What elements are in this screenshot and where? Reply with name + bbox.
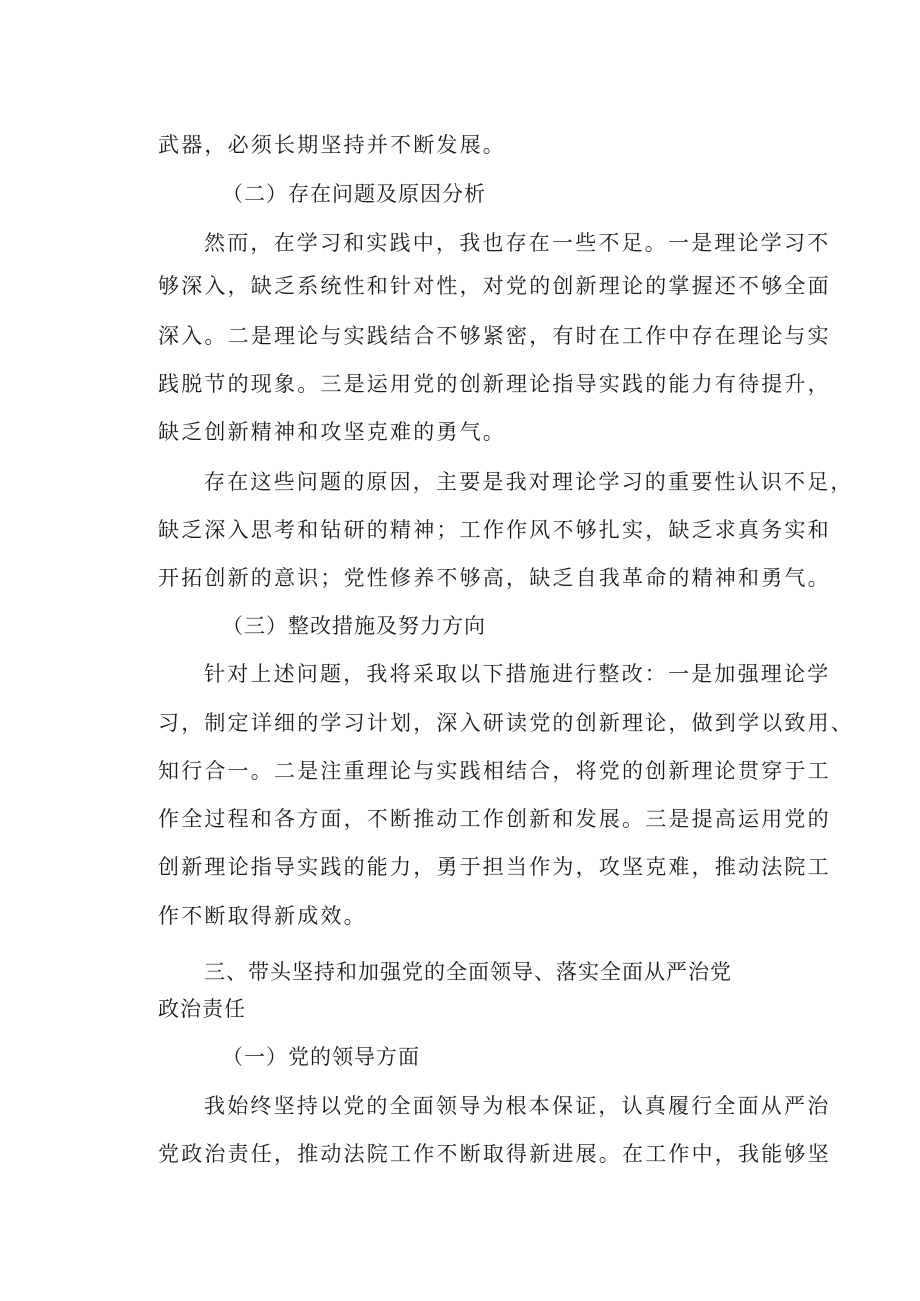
paragraph-line: 缺乏创新精神和攻坚克难的勇气。 xyxy=(158,420,506,444)
paragraph-line: 创新理论指导实践的能力，勇于担当作为，攻坚克难，推动法院工 xyxy=(158,855,831,879)
section-heading: （一）党的领导方面 xyxy=(222,1045,420,1069)
chapter-heading-continued: 政治责任 xyxy=(158,997,246,1021)
paragraph-line: 党政治责任，推动法院工作不断取得新进展。在工作中，我能够坚 xyxy=(158,1142,831,1166)
paragraph-line: 习，制定详细的学习计划，深入研读党的创新理论，做到学以致用、 xyxy=(158,711,854,735)
chapter-heading: 三、带头坚持和加强党的全面领导、落实全面从严治党 xyxy=(204,960,732,984)
paragraph-line: 够深入，缺乏系统性和针对性，对党的创新理论的掌握还不够全面 xyxy=(158,274,831,298)
paragraph-line: 武器，必须长期坚持并不断发展。 xyxy=(158,133,506,157)
paragraph-line: 作不断取得新成效。 xyxy=(158,904,367,928)
paragraph-line: 缺乏深入思考和钻研的精神；工作作风不够扎实，缺乏求真务实和 xyxy=(158,518,831,542)
paragraph-line: 践脱节的现象。三是运用党的创新理论指导实践的能力有待提升， xyxy=(158,372,831,396)
paragraph-line: 我始终坚持以党的全面领导为根本保证，认真履行全面从严治 xyxy=(204,1094,831,1118)
paragraph-line: 深入。二是理论与实践结合不够紧密，有时在工作中存在理论与实 xyxy=(158,324,831,348)
section-heading: （三）整改措施及努力方向 xyxy=(222,614,486,638)
paragraph-line: 开拓创新的意识；党性修养不够高，缺乏自我革命的精神和勇气。 xyxy=(158,566,831,590)
paragraph-line: 然而，在学习和实践中，我也存在一些不足。一是理论学习不 xyxy=(204,231,831,255)
paragraph-line: 作全过程和各方面，不断推动工作创新和发展。三是提高运用党的 xyxy=(158,807,831,831)
paragraph-line: 知行合一。二是注重理论与实践相结合，将党的创新理论贯穿于工 xyxy=(158,759,831,783)
paragraph-line: 针对上述问题，我将采取以下措施进行整改：一是加强理论学 xyxy=(204,662,831,686)
section-heading: （二）存在问题及原因分析 xyxy=(222,182,486,206)
paragraph-line: 存在这些问题的原因，主要是我对理论学习的重要性认识不足， xyxy=(204,470,854,494)
